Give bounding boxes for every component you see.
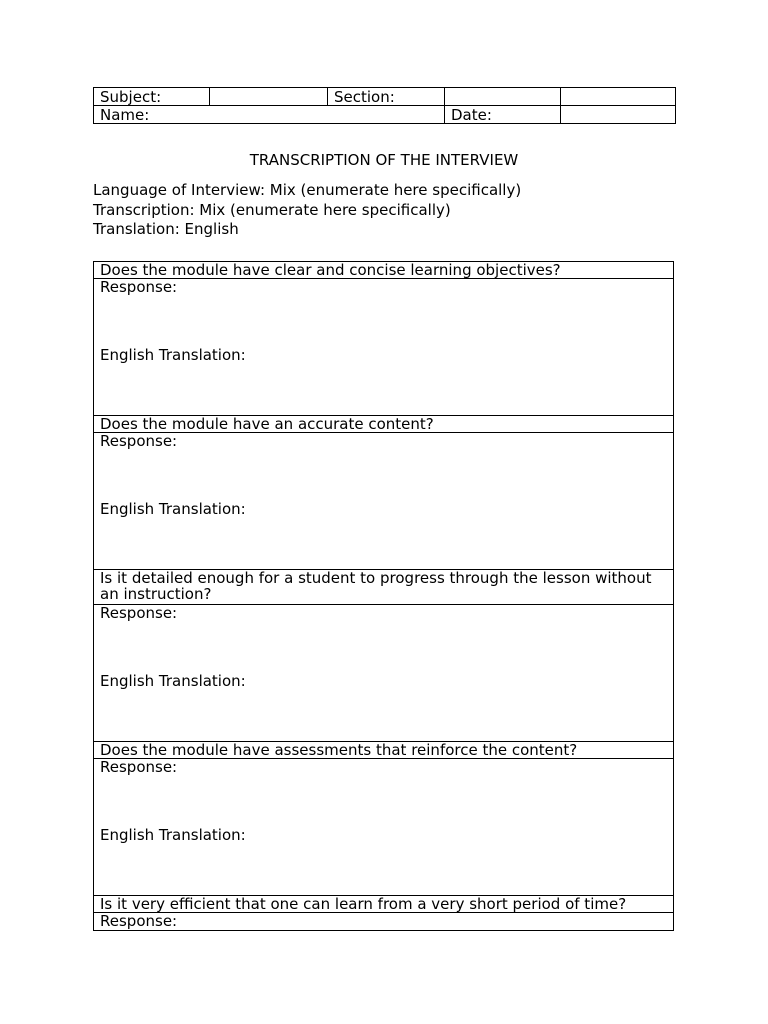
translation-language: Translation: English xyxy=(93,220,239,238)
question-text: Does the module have an accurate content? xyxy=(94,416,674,433)
section-label: Section: xyxy=(328,88,445,106)
interview-meta xyxy=(93,181,693,240)
transcription-language: Transcription: Mix (enumerate here specifically) xyxy=(93,200,451,219)
english-translation-label: English Translation: xyxy=(100,826,246,844)
answer-cell[interactable] xyxy=(94,433,674,570)
answer-cell[interactable] xyxy=(94,605,674,742)
subject-value-cell[interactable] xyxy=(210,88,328,106)
question-row xyxy=(94,742,674,759)
answer-row xyxy=(94,433,674,570)
response-label: Response: xyxy=(100,278,178,296)
response-label: Response: xyxy=(100,432,178,450)
document-title: TRANSCRIPTION OF THE INTERVIEW xyxy=(249,151,519,169)
header-info-table xyxy=(93,87,676,124)
question-row xyxy=(94,896,674,913)
name-label: Name: xyxy=(94,106,445,124)
english-translation-label: English Translation: xyxy=(100,672,246,690)
question-row xyxy=(94,570,674,605)
answer-row xyxy=(94,759,674,896)
english-translation-label: English Translation: xyxy=(100,500,246,518)
extra-blank-cell[interactable] xyxy=(561,88,676,106)
answer-row xyxy=(94,279,674,416)
response-label: Response: xyxy=(100,604,178,622)
question-text: Is it very efficient that one can learn from a very short period of time? xyxy=(94,896,674,913)
date-value-cell[interactable] xyxy=(561,106,676,124)
subject-label: Subject: xyxy=(94,88,210,106)
response-label: Response: xyxy=(100,758,178,776)
english-translation-label: English Translation: xyxy=(100,346,246,364)
answer-row xyxy=(94,605,674,742)
question-row xyxy=(94,416,674,433)
header-row-subject xyxy=(94,88,676,106)
language-of-interview: Language of Interview: Mix (enumerate here specifically) xyxy=(93,181,522,199)
question-row xyxy=(94,262,674,279)
question-text: Does the module have assessments that reinforce the content? xyxy=(94,742,674,759)
interview-questions-table xyxy=(93,261,674,931)
answer-row xyxy=(94,913,674,931)
response-label: Response: xyxy=(100,912,178,930)
answer-cell[interactable] xyxy=(94,759,674,896)
answer-cell[interactable] xyxy=(94,913,674,931)
date-label: Date: xyxy=(445,106,561,124)
question-text: Does the module have clear and concise learning objectives? xyxy=(94,262,674,279)
section-value-cell[interactable] xyxy=(445,88,561,106)
answer-cell[interactable] xyxy=(94,279,674,416)
question-text: Is it detailed enough for a student to progress through the lesson without an instruction? xyxy=(94,570,674,605)
header-row-name xyxy=(94,106,676,124)
